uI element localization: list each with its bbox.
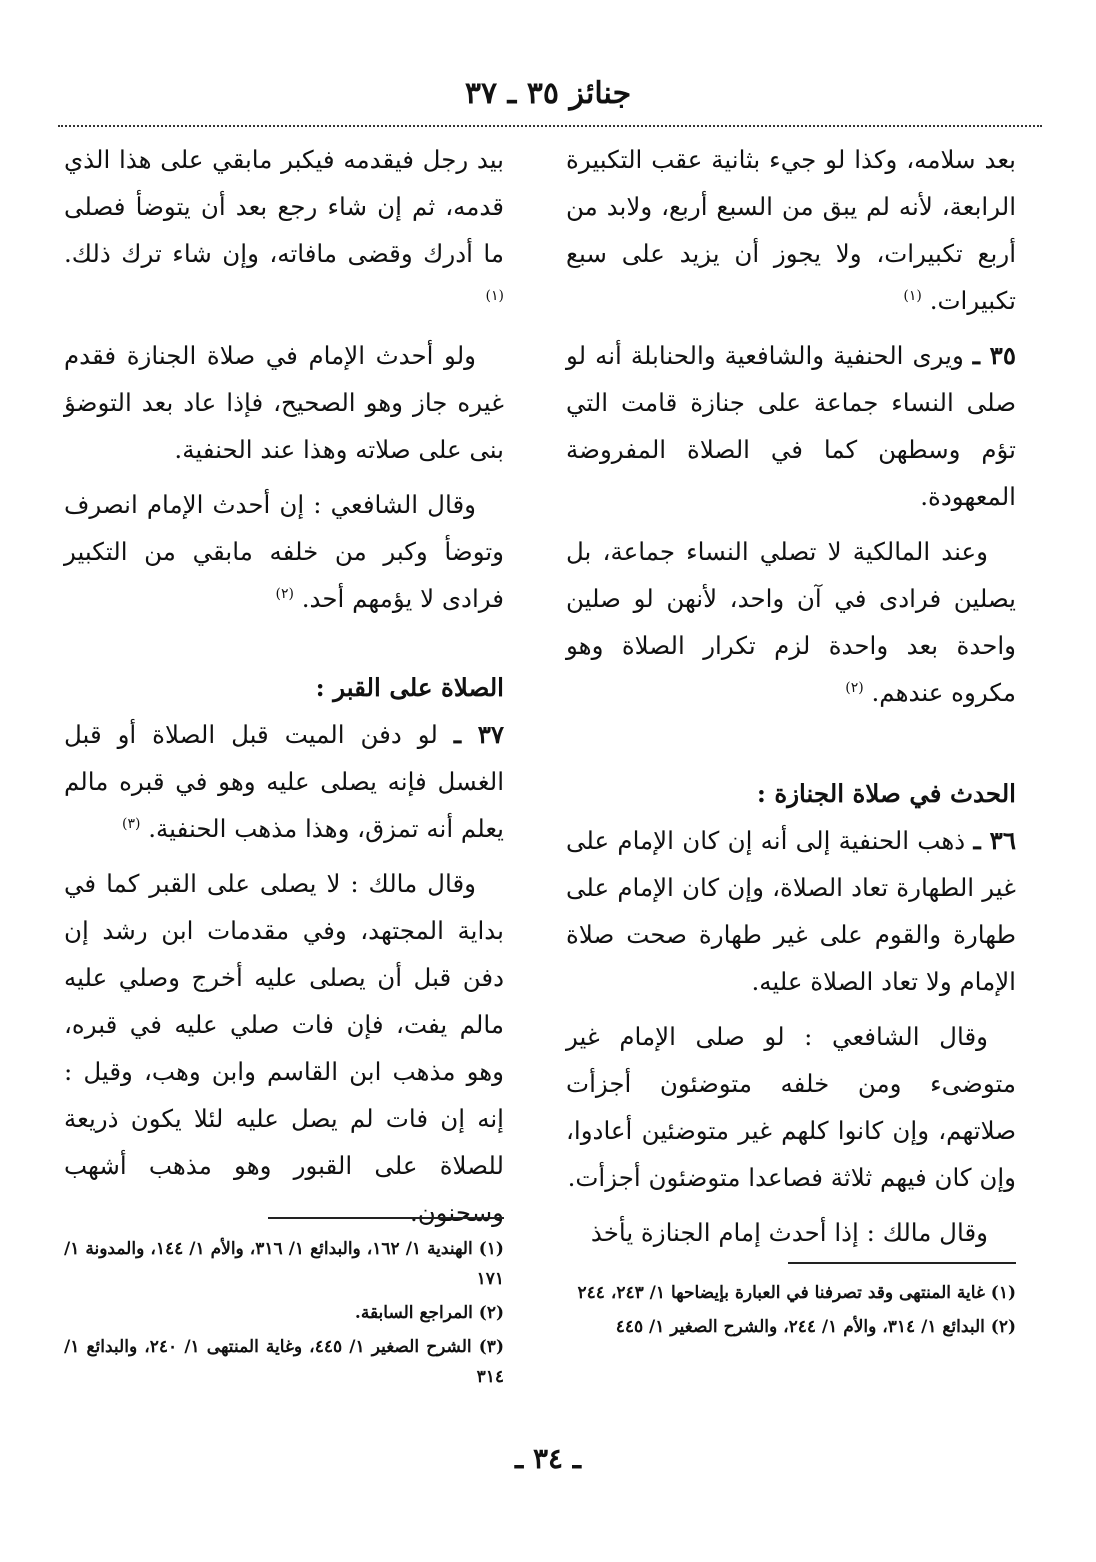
footnote: (٢) المراجع السابقة. bbox=[354, 1303, 504, 1323]
paragraph-36 bbox=[566, 817, 1016, 1005]
paragraph bbox=[64, 481, 504, 622]
section-number: ٣٦ ـ bbox=[973, 826, 1016, 855]
paragraph bbox=[566, 528, 1016, 716]
paragraph: وقال الشافعي : لو صلى الإمام غير متوضىء ومن خلفه متوضئون أجزأت صلاتهم، وإن كانوا كلهم غير متوضئين أعادوا، وإن كان فيهم ثلاثة فصاعدا متوضئون أجزأت. bbox=[566, 1022, 1016, 1192]
paragraph-37 bbox=[64, 711, 504, 852]
header-dotted-rule bbox=[58, 125, 1042, 127]
left-column bbox=[64, 136, 504, 1244]
footnote-ref: (٢) bbox=[275, 585, 294, 602]
spacer bbox=[566, 724, 1016, 770]
page-number: ـ ٣٤ ـ bbox=[515, 1442, 581, 1475]
right-column bbox=[566, 136, 1016, 1264]
footnote-divider bbox=[788, 1262, 1016, 1264]
footnote-divider bbox=[268, 1217, 504, 1219]
paragraph-text: ذهب الحنفية إلى أنه إن كان الإمام على غير الطهارة تعاد الصلاة، وإن كان الإمام على طهارة والقوم على غير طهارة صحت صلاة الإمام ولا تعاد الصلاة عليه. bbox=[566, 826, 1016, 996]
section-number: ٣٧ ـ bbox=[453, 720, 505, 749]
running-header: جنائز ٣٥ ـ ٣٧ bbox=[464, 76, 632, 111]
footnote-ref: (١) bbox=[903, 287, 922, 304]
paragraph-text: لو دفن الميت قبل الصلاة أو قبل الغسل فإنه يصلى عليه وهو في قبره مالم يعلم أنه تمزق، وهذا مذهب الحنفية. bbox=[64, 720, 504, 843]
paragraph: وقال مالك : لا يصلى على القبر كما في بداية المجتهد، وفي مقدمات ابن رشد إن دفن قبل أن يصلى عليه أخرج وصلي عليه مالم يفت، فإن فات صلي عليه في قبره، وهو مذهب ابن القاسم وابن وهب، وقيل : إنه إن فات لم يصل عليه لئلا يكون ذريعة للصلاة على القبور وهو مذهب أشهب وسحنون. bbox=[64, 869, 504, 1227]
section-heading: الحدث في صلاة الجنازة : bbox=[756, 779, 1016, 808]
paragraph-text: وعند المالكية لا تصلي النساء جماعة، بل يصلين فرادى في آن واحد، لأنهن لو صلين واحدة بعد واحدة لزم تكرار الصلاة وهو مكروه عندهم. bbox=[566, 537, 1016, 707]
paragraph-text: ويرى الحنفية والشافعية والحنابلة أنه لو صلى النساء جماعة على جنازة قامت التي تؤم وسطهن كما في الصلاة المفروضة المعهودة. bbox=[566, 341, 1016, 511]
section-number: ٣٥ ـ bbox=[972, 341, 1016, 370]
paragraph: ولو أحدث الإمام في صلاة الجنازة فقدم غيره جاز وهو الصحيح، فإذا عاد بعد التوضؤ بنى على صلاته وهذا عند الحنفية. bbox=[64, 341, 504, 464]
paragraph-35 bbox=[566, 332, 1016, 520]
footnote-ref: (٣) bbox=[121, 815, 141, 832]
footnote: (٣) الشرح الصغير ١/ ٤٤٥، وغاية المنتهى ١/ ٢٤٠، والبدائع ١/ ٣١٤ bbox=[64, 1337, 504, 1387]
paragraph bbox=[566, 136, 1016, 324]
paragraph-text: بعد سلامه، وكذا لو جيء بثانية عقب التكبيرة الرابعة، لأنه لم يبق من السبع أربع، ولابد من أربع تكبيرات، ولا يجوز أن يزيد على سبع تكبيرات. bbox=[566, 145, 1016, 315]
paragraph: وقال مالك : إذا أحدث إمام الجنازة يأخذ bbox=[590, 1218, 988, 1247]
paragraph bbox=[64, 136, 504, 324]
footnotes-left bbox=[64, 1234, 504, 1396]
spacer bbox=[64, 630, 504, 664]
footnote: (١) غاية المنتهى وقد تصرفنا في العبارة بإيضاحها ١/ ٢٤٣، ٢٤٤ bbox=[577, 1283, 1016, 1303]
paragraph-text: وقال الشافعي : إن أحدث الإمام انصرف وتوضأ وكبر من خلفه مابقي من التكبير فرادى لا يؤمهم أحد. bbox=[64, 490, 504, 613]
paragraph-text: بيد رجل فيقدمه فيكبر مابقي على هذا الذي قدمه، ثم إن شاء رجع بعد أن يتوضأ فصلى ما أدرك وقضى مافاته، وإن شاء ترك ذلك. bbox=[64, 145, 504, 268]
footnotes-right bbox=[564, 1278, 1016, 1346]
footnote-ref: (١) bbox=[485, 287, 504, 304]
footnote: (٢) البدائع ١/ ٣١٤، والأم ١/ ٢٤٤، والشرح الصغير ١/ ٤٤٥ bbox=[615, 1317, 1016, 1337]
footnote-ref: (٢) bbox=[845, 679, 864, 696]
footnote: (١) الهندية ١/ ١٦٢، والبدائع ١/ ٣١٦، والأم ١/ ١٤٤، والمدونة ١/ ١٧١ bbox=[64, 1239, 504, 1289]
section-heading: الصلاة على القبر : bbox=[315, 673, 504, 702]
